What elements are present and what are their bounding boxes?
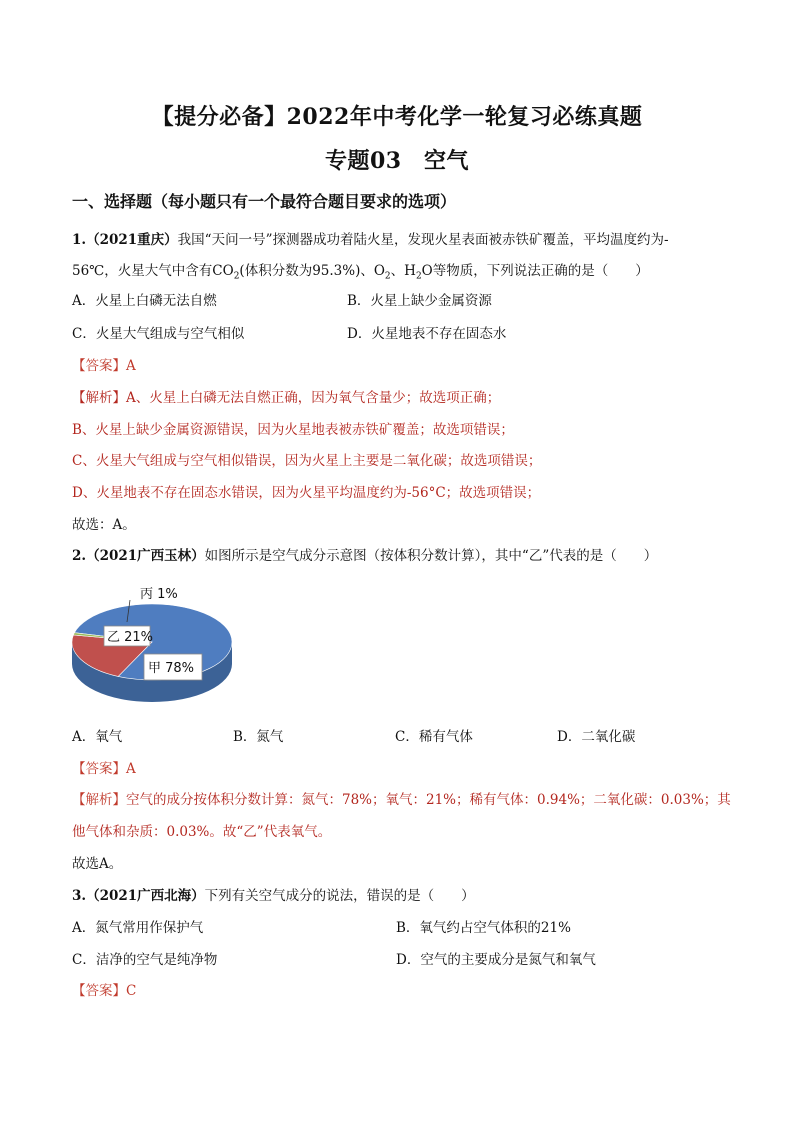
q1-sub1: 2 xyxy=(233,271,240,282)
q1-text2b: (体积分数为95.3%)、O xyxy=(239,263,385,279)
slice-yi-label: 乙 21% xyxy=(107,630,154,645)
q2-option-a: A．氧气 xyxy=(72,729,123,745)
q2-analysis-tag: 【解析】 xyxy=(72,792,126,808)
q3-answer-tag: 【答案】 xyxy=(72,983,126,999)
q1-text2d: O等物质，下列说法正确的是（ ） xyxy=(421,263,649,279)
q1-answer-value: A xyxy=(126,358,136,374)
q1-analysis-tag: 【解析】 xyxy=(72,390,126,406)
q1-sub2: 2 xyxy=(384,271,391,282)
q1-text1: 我国“天问一号”探测器成功着陆火星，发现火星表面被赤铁矿覆盖，平均温度约为- xyxy=(177,232,669,248)
q2-option-b: B．氮气 xyxy=(233,729,284,745)
q3-number: 3.（2021广西北海） xyxy=(72,888,205,904)
q3-option-b: B．氧气约占空气体积的21% xyxy=(396,920,571,936)
q1-option-b: B．火星上缺少金属资源 xyxy=(347,293,492,309)
q3-option-a: A．氮气常用作保护气 xyxy=(72,920,204,936)
q3-answer xyxy=(72,982,136,1000)
q3-answer-value: C xyxy=(126,983,137,999)
q2-option-d: D．二氧化碳 xyxy=(557,729,636,745)
air-composition-pie-chart xyxy=(70,582,250,712)
q1-analysis-line1 xyxy=(72,389,500,407)
q2-answer xyxy=(72,760,136,778)
q1-analysis-line3: C、火星大气组成与空气相似错误，因为火星上主要是二氧化碳；故选项错误； xyxy=(72,453,542,469)
document-title: 【提分必备】2022年中考化学一轮复习必练真题 xyxy=(151,104,643,130)
q1-option-c: C．火星大气组成与空气相似 xyxy=(72,326,245,342)
q3-text: 下列有关空气成分的说法，错误的是（ ） xyxy=(204,888,475,904)
q1-text2c: 、H xyxy=(390,263,416,279)
q2-answer-tag: 【答案】 xyxy=(72,761,126,777)
q2-analysis-line2: 他气体和杂质：0.03%。故“乙”代表氧气。 xyxy=(72,824,332,840)
q1-sub3: 2 xyxy=(415,271,422,282)
q2-analysis-text1: 空气的成分按体积分数计算：氮气：78%；氧气：21%；稀有气体：0.94%；二氧化碳：0.03%；其 xyxy=(126,792,731,808)
q1-answer xyxy=(72,357,136,375)
q3-stem xyxy=(72,887,475,905)
q3-option-c: C．洁净的空气是纯净物 xyxy=(72,952,218,968)
q1-analysis-line4: D、火星地表不存在固态水错误，因为火星平均温度约为-56°C；故选项错误； xyxy=(72,485,541,501)
q1-option-d: D．火星地表不存在固态水 xyxy=(347,326,507,342)
q1-conclusion: 故选：A。 xyxy=(72,517,136,533)
q2-option-c: C．稀有气体 xyxy=(395,729,473,745)
q1-analysis-a: A、火星上白磷无法自燃正确，因为氧气含量少；故选项正确； xyxy=(126,390,501,406)
q2-stem xyxy=(72,547,657,565)
q3-option-d: D．空气的主要成分是氮气和氧气 xyxy=(396,952,596,968)
q1-stem-line2 xyxy=(72,262,649,286)
q1-number: 1.（2021重庆） xyxy=(72,232,178,248)
q1-option-a: A．火星上白磷无法自燃 xyxy=(72,293,217,309)
q1-text2a: 56℃，火星大气中含有CO xyxy=(72,263,234,279)
q2-number: 2.（2021广西玉林） xyxy=(72,548,205,564)
slice-jia-label: 甲 78% xyxy=(148,661,195,676)
q1-stem-line1 xyxy=(72,231,669,249)
document-subtitle: 专题03 空气 xyxy=(324,148,470,174)
section-heading: 一、选择题（每小题只有一个最符合题目要求的选项） xyxy=(72,192,457,211)
q2-text: 如图所示是空气成分示意图（按体积分数计算），其中“乙”代表的是（ ） xyxy=(204,548,658,564)
q1-analysis-line2: B、火星上缺少金属资源错误，因为火星地表被赤铁矿覆盖；故选项错误； xyxy=(72,422,514,438)
q2-answer-value: A xyxy=(126,761,136,777)
q2-analysis-line1 xyxy=(72,791,731,809)
q2-conclusion: 故选A。 xyxy=(72,856,123,872)
q1-answer-tag: 【答案】 xyxy=(72,358,126,374)
slice-bing-label: 丙 1% xyxy=(140,587,178,602)
